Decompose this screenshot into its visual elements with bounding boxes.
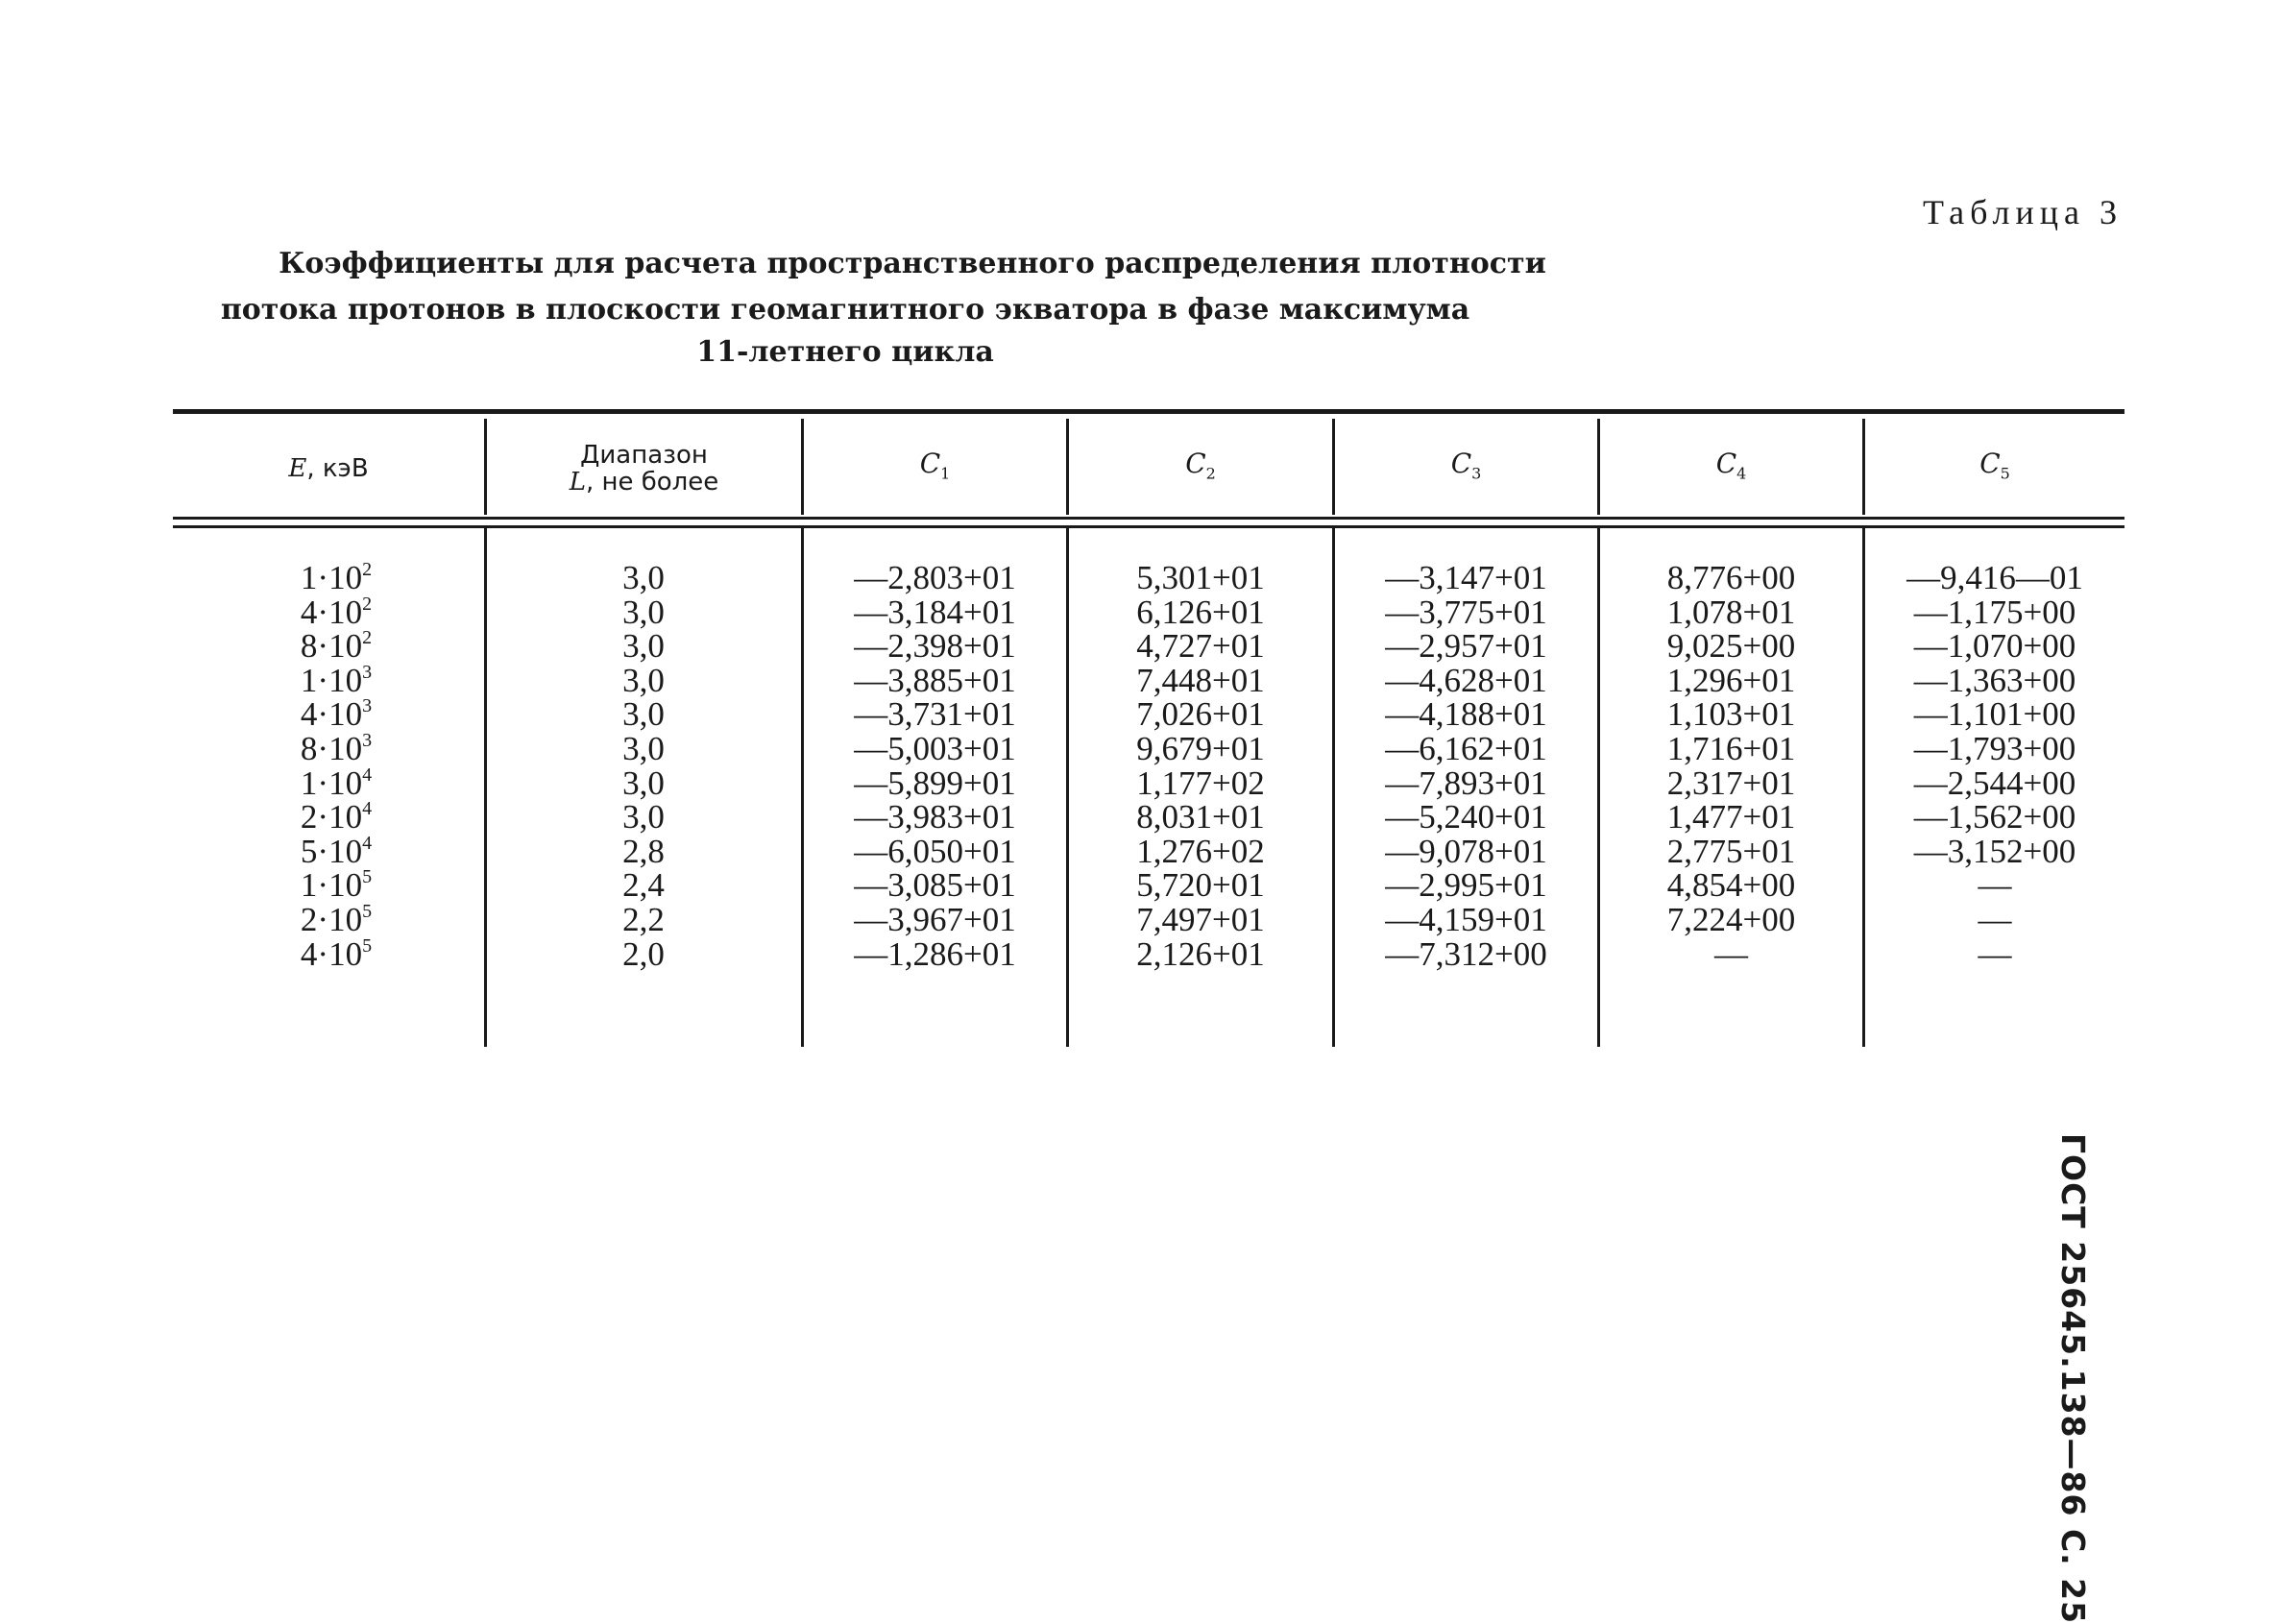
header-c3 [1335, 421, 1597, 517]
header-c4 [1600, 421, 1862, 517]
c3-cell: —6,162+01 [1385, 729, 1547, 767]
coef-letter: C [1185, 447, 1206, 479]
column-c4 [1600, 561, 1862, 971]
c1-cell: —3,085+01 [854, 866, 1016, 905]
c3-cell: —3,147+01 [1385, 559, 1547, 596]
energy-cell [240, 729, 432, 767]
header-rule-upper [173, 517, 2124, 520]
table-title-line-1: Коэффициенты для расчета пространственного распределения плотности [279, 247, 1546, 280]
energy-exponent: 2 [362, 559, 373, 580]
c4-cell: 9,025+00 [1666, 627, 1796, 666]
range-cell: 3,0 [622, 695, 665, 734]
energy-cell [240, 561, 432, 595]
energy-cell [240, 832, 432, 870]
range-cell: 3,0 [622, 798, 665, 836]
range-cell: 2,0 [622, 934, 665, 973]
c2-cell: 4,727+01 [1136, 627, 1265, 666]
c2-cell: 1,276+02 [1136, 832, 1265, 870]
c4-cell: — [1714, 934, 1748, 973]
column-divider [484, 528, 487, 1047]
c5-cell: — [1978, 900, 2012, 938]
c4-cell: 7,224+00 [1666, 900, 1796, 938]
table-label: Таблица 3 [1923, 193, 2123, 231]
c2-cell: 5,720+01 [1136, 866, 1265, 905]
c5-cell: —2,544+00 [1913, 764, 2076, 802]
range-label-line-2: , не более [585, 468, 719, 497]
energy-mantissa: 4·10 [300, 593, 363, 631]
table-top-rule [173, 409, 2124, 414]
energy-exponent: 4 [362, 764, 373, 786]
c2-cell: 5,301+01 [1136, 559, 1265, 596]
energy-exponent: 5 [362, 900, 373, 922]
c4-cell: 4,854+00 [1666, 866, 1796, 905]
table-title-line-3: 11-летнего цикла [696, 335, 994, 369]
energy-exponent: 4 [362, 832, 373, 854]
c4-cell: 1,078+01 [1666, 593, 1796, 631]
range-label-line-1: Диапазон [580, 441, 708, 470]
range-cell: 3,0 [622, 627, 665, 666]
coef-index: 1 [940, 464, 951, 483]
c1-cell: —2,803+01 [854, 559, 1016, 596]
coef-letter: C [919, 447, 941, 479]
c5-cell: —9,416—01 [1906, 559, 2083, 596]
energy-mantissa: 1·10 [300, 559, 363, 596]
c5-cell: —1,363+00 [1913, 661, 2076, 699]
c3-cell: —7,312+00 [1385, 934, 1547, 973]
energy-exponent: 3 [362, 729, 373, 751]
header-range [487, 421, 801, 517]
energy-mantissa: 2·10 [300, 900, 363, 938]
c5-cell: —1,175+00 [1913, 593, 2076, 631]
coef-index: 3 [1471, 464, 1482, 483]
column-c3 [1335, 561, 1597, 971]
energy-cell [240, 868, 432, 903]
energy-mantissa: 8·10 [300, 627, 363, 666]
header-energy [173, 421, 484, 517]
c3-cell: —2,957+01 [1385, 627, 1547, 666]
c2-cell: 6,126+01 [1136, 593, 1265, 631]
energy-mantissa: 1·10 [300, 866, 363, 905]
header-c5 [1865, 421, 2124, 517]
c4-cell: 1,477+01 [1666, 798, 1796, 836]
c5-cell: —3,152+00 [1913, 832, 2076, 870]
range-cell: 3,0 [622, 661, 665, 699]
energy-cell [240, 697, 432, 732]
coef-index: 2 [1205, 464, 1216, 483]
c4-cell: 2,317+01 [1666, 764, 1796, 802]
c2-cell: 8,031+01 [1136, 798, 1265, 836]
coef-letter: C [1715, 447, 1737, 479]
c4-cell: 8,776+00 [1666, 559, 1796, 596]
c1-cell: —3,983+01 [854, 798, 1016, 836]
c5-cell: —1,562+00 [1913, 798, 2076, 836]
column-c5 [1865, 561, 2124, 971]
c2-cell: 1,177+02 [1136, 764, 1265, 802]
c2-cell: 7,497+01 [1136, 900, 1265, 938]
column-range [547, 561, 740, 971]
c2-cell: 7,026+01 [1136, 695, 1265, 734]
c3-cell: —4,188+01 [1385, 695, 1547, 734]
c4-cell: 1,716+01 [1666, 729, 1796, 767]
energy-cell [240, 595, 432, 630]
coef-index: 4 [1736, 464, 1747, 483]
c3-cell: —7,893+01 [1385, 764, 1547, 802]
energy-mantissa: 2·10 [300, 798, 363, 836]
column-c1 [804, 561, 1066, 971]
energy-cell [240, 800, 432, 835]
c5-cell: — [1978, 934, 2012, 973]
table-title-line-2: потока протонов в плоскости геомагнитного экватора в фазе максимума [220, 293, 1470, 327]
energy-exponent: 3 [362, 661, 373, 683]
c3-cell: —2,995+01 [1385, 866, 1547, 905]
energy-exponent: 3 [362, 695, 373, 717]
c1-cell: —5,899+01 [854, 764, 1016, 802]
energy-cell [240, 661, 432, 699]
energy-unit: , кэВ [306, 454, 369, 483]
c5-cell: —1,793+00 [1913, 729, 2076, 767]
header-rule-lower [173, 525, 2124, 528]
c1-cell: —2,398+01 [854, 627, 1016, 666]
energy-mantissa: 1·10 [300, 661, 363, 699]
coef-letter: C [1979, 447, 2001, 479]
energy-exponent: 2 [362, 627, 373, 649]
energy-exponent: 2 [362, 593, 373, 615]
range-cell: 2,4 [622, 866, 665, 905]
range-cell: 2,8 [622, 832, 665, 870]
c1-cell: —3,967+01 [854, 900, 1016, 938]
range-symbol: L [569, 468, 586, 497]
c3-cell: —3,775+01 [1385, 593, 1547, 631]
energy-mantissa: 4·10 [300, 695, 363, 734]
c2-cell: 2,126+01 [1136, 934, 1265, 973]
energy-mantissa: 4·10 [300, 934, 363, 973]
energy-exponent: 4 [362, 798, 373, 820]
range-cell: 3,0 [622, 764, 665, 802]
c5-cell: — [1978, 866, 2012, 905]
header-c1 [804, 421, 1066, 517]
range-cell: 3,0 [622, 559, 665, 596]
coef-index: 5 [2000, 464, 2010, 483]
c2-cell: 7,448+01 [1136, 661, 1265, 699]
c5-cell: —1,101+00 [1913, 695, 2076, 734]
energy-mantissa: 1·10 [300, 764, 363, 802]
energy-mantissa: 8·10 [300, 729, 363, 767]
c3-cell: —4,159+01 [1385, 900, 1547, 938]
c1-cell: —5,003+01 [854, 729, 1016, 767]
c4-cell: 1,103+01 [1666, 695, 1796, 734]
energy-symbol: E [288, 454, 307, 483]
document-side-label: ГОСТ 25645.138—86 С. 25 [2054, 1133, 2092, 1624]
c1-cell: —3,731+01 [854, 695, 1016, 734]
energy-cell [240, 629, 432, 664]
c4-cell: 1,296+01 [1666, 661, 1796, 699]
energy-cell [240, 934, 432, 973]
energy-mantissa: 5·10 [300, 832, 363, 870]
range-cell: 2,2 [622, 900, 665, 938]
c1-cell: —6,050+01 [854, 832, 1016, 870]
range-cell: 3,0 [622, 729, 665, 767]
column-c2 [1069, 561, 1332, 971]
c3-cell: —9,078+01 [1385, 832, 1547, 870]
energy-cell [240, 766, 432, 801]
energy-cell [240, 900, 432, 938]
column-energy [240, 561, 432, 971]
range-cell: 3,0 [622, 593, 665, 631]
header-c2 [1069, 421, 1332, 517]
energy-exponent: 5 [362, 866, 373, 888]
c5-cell: —1,070+00 [1913, 627, 2076, 666]
c4-cell: 2,775+01 [1666, 832, 1796, 870]
c2-cell: 9,679+01 [1136, 729, 1265, 767]
c3-cell: —5,240+01 [1385, 798, 1547, 836]
coef-letter: C [1450, 447, 1472, 479]
c3-cell: —4,628+01 [1385, 661, 1547, 699]
c1-cell: —3,184+01 [854, 593, 1016, 631]
c1-cell: —3,885+01 [854, 661, 1016, 699]
c1-cell: —1,286+01 [854, 934, 1016, 973]
energy-exponent: 5 [362, 934, 373, 957]
